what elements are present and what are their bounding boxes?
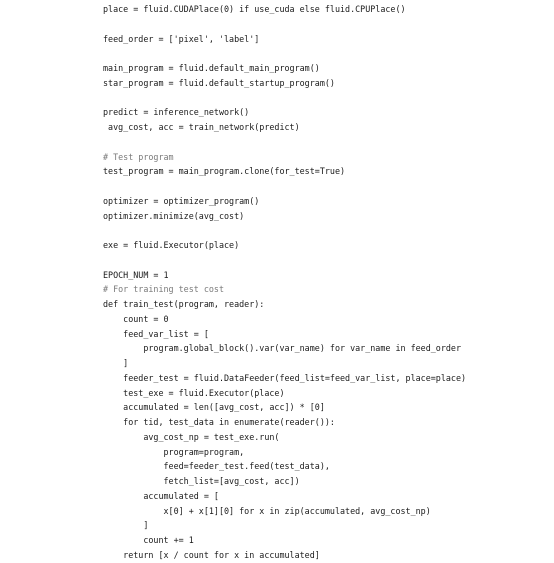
code-line: program=program, — [103, 446, 245, 457]
code-line: exe = fluid.Executor(place) — [103, 240, 240, 250]
code-line: fetch_list=[avg_cost, acc]) — [103, 476, 300, 486]
code-comment-line: # For training test cost — [103, 284, 225, 295]
code-line: accumulated = [ — [103, 490, 219, 501]
code-line: x[0] + x[1][0] for x in zip(accumulated, avg_cost_np) — [103, 505, 431, 516]
code-line: EPOCH_NUM = 1 — [103, 269, 169, 280]
code-line: main_program = fluid.default_main_program() — [103, 63, 320, 73]
code-line: feed_order = ['pixel', 'label'] — [103, 33, 260, 44]
code-line: program.global_block().var(var_name) for var_name in feed_order — [103, 343, 461, 354]
code-line: def train_test(program, reader): — [103, 299, 265, 309]
code-line: predict = inference_network() — [103, 107, 250, 118]
code-line: avg_cost, acc = train_network(predict) — [103, 122, 300, 132]
code-comment-line: # Test program — [103, 151, 174, 162]
code-line: optimizer = optimizer_program() — [103, 195, 260, 206]
code-line: return [x / count for x in accumulated] — [103, 549, 320, 560]
code-line: feeder_test = fluid.DataFeeder(feed_list=feed_var_list, place=place) — [103, 372, 467, 383]
code-line: count += 1 — [103, 535, 194, 545]
code-line: feed=feeder_test.feed(test_data), — [103, 461, 330, 472]
code-line: ] — [103, 358, 129, 368]
code-line: accumulated = len([avg_cost, acc]) * [0] — [103, 402, 325, 413]
code-line: count = 0 — [103, 313, 169, 324]
code-line: optimizer.minimize(avg_cost) — [103, 210, 245, 221]
code-line: star_program = fluid.default_startup_program() — [103, 77, 335, 88]
code-line: avg_cost_np = test_exe.run( — [103, 431, 280, 442]
code-line: ] — [103, 520, 149, 531]
code-line: test_program = main_program.clone(for_test=True) — [103, 166, 346, 177]
code-line: for tid, test_data in enumerate(reader()): — [103, 417, 335, 427]
code-line: test_exe = fluid.Executor(place) — [103, 387, 285, 398]
code-line: place = fluid.CUDAPlace(0) if use_cuda else fluid.CPUPlace() — [103, 4, 406, 14]
code-line: feed_var_list = [ — [103, 328, 209, 339]
